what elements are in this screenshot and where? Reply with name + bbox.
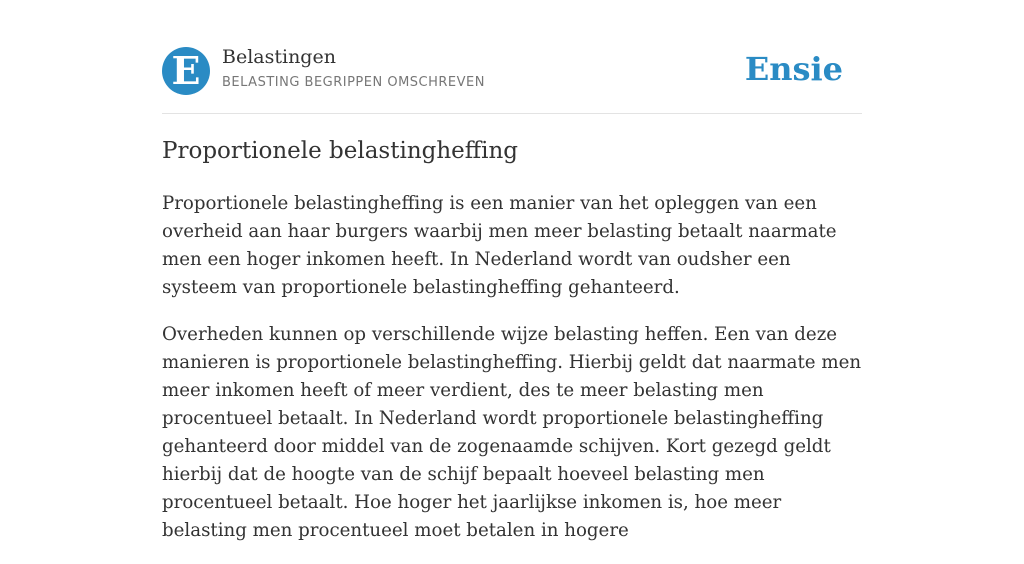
article-paragraph: Proportionele belastingheffing is een manier van het opleggen van een overheid aan haar burgers waarbij men meer belasting betaalt naarmate men een hoger inkomen heeft. In Nederland wordt van oudsher een systeem van proportionele belastingheffing gehanteerd. (162, 193, 837, 298)
article-title: Proportionele belastingheffing (162, 138, 519, 164)
header (162, 46, 862, 96)
header-divider (162, 113, 862, 114)
book-title[interactable]: Belastingen (222, 46, 336, 68)
brand-logo[interactable]: Ensie (744, 50, 843, 88)
book-subtitle: BELASTING BEGRIPPEN OMSCHREVEN (222, 75, 485, 90)
page (162, 0, 862, 541)
article-paragraph: Overheden kunnen op verschillende wijze belasting heffen. Een van deze manieren is proportionele belastingheffing. Hierbij geldt dat naarmate men meer inkomen heeft of meer verdient, des te meer belasting men procentueel betaalt. In Nederland wordt proportionele belastingheffing gehanteerd door middel van de zogenaamde schijven. Kort gezegd geldt hierbij dat de hoogte van de schijf bepaalt hoeveel belasting men procentueel betaalt. Hoe hoger het jaarlijkse inkomen is, hoe meer belasting men procentueel moet betalen in hogere (162, 324, 862, 541)
ensie-logo-badge[interactable]: E (162, 47, 210, 95)
article-body (162, 190, 862, 564)
